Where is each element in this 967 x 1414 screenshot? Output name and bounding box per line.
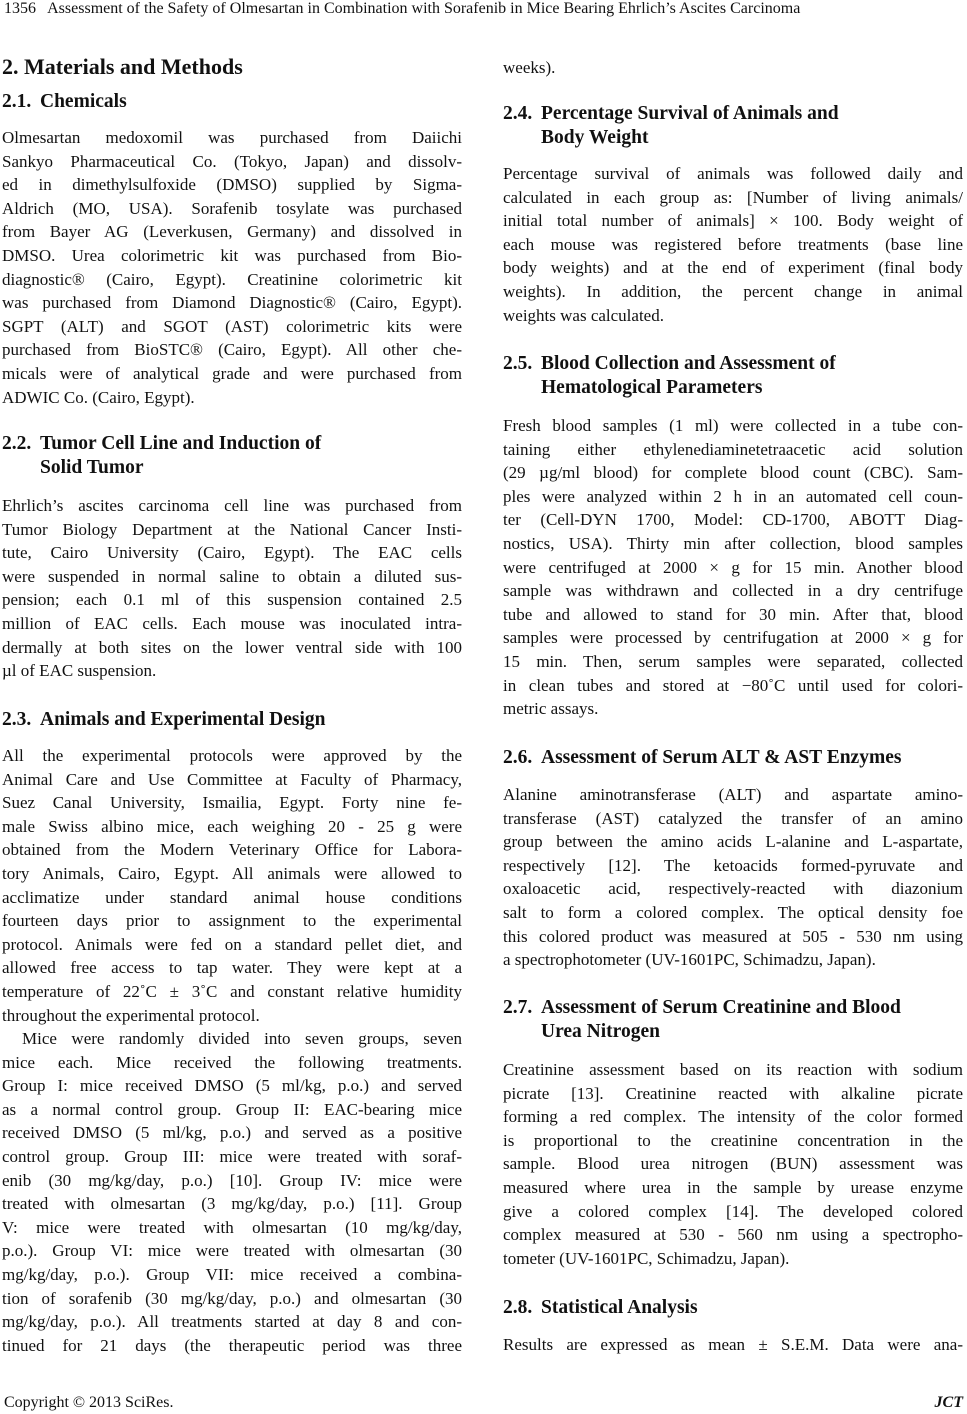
subsection-heading-2-1 xyxy=(2,90,127,114)
text-line: respectively [12]. The ketoacids formed-pyruvate and xyxy=(503,855,963,875)
section-title: 2. Materials and Methods xyxy=(2,54,243,79)
text-line: oxaloacetic acid, respectively-reacted with diazonium xyxy=(503,879,963,899)
text-line: calculated in each group as: [Number of living animals/ xyxy=(503,187,963,207)
subsection-heading-2-5 xyxy=(503,352,836,400)
text-line: measured where urea in the sample by urease enzyme xyxy=(503,1178,963,1197)
text-line: tute, Cairo University (Cairo, Egypt). The EAC cells xyxy=(2,543,462,563)
text-line: V: mice were treated with olmesartan (10 mg/kg/day, xyxy=(2,1217,462,1237)
heading-title: Statistical Analysis xyxy=(541,1297,698,1318)
text-line: is proportional to the creatinine concentration in the xyxy=(503,1130,963,1150)
heading-title: Blood Collection and Assessment of xyxy=(541,353,836,374)
text-line: Alanine aminotransferase (ALT) and aspartate amino- xyxy=(503,785,963,804)
subsection-heading-2-3 xyxy=(2,708,325,732)
text-line: All the experimental protocols were approved by the xyxy=(2,746,462,765)
text-line: DMSO. Urea colorimetric kit was purchased from Bio- xyxy=(2,246,462,265)
text-line: this colored product was measured at 505 - 530 nm using xyxy=(503,926,963,946)
text-line: ADWIC Co. (Cairo, Egypt). xyxy=(2,387,195,407)
text-line: Sankyo Pharmaceutical Co. (Tokyo, Japan) and dissolv- xyxy=(2,151,462,171)
text-line: throughout the experimental protocol. xyxy=(2,1005,260,1025)
subsection-heading-2-2 xyxy=(2,432,321,480)
text-line: tory Animals, Cairo, Egypt. All animals were allowed to xyxy=(2,864,462,883)
journal-abbreviation: JCT xyxy=(934,1394,963,1411)
text-line: sample was withdrawn and collected in a dry centrifuge xyxy=(503,581,963,601)
heading-number: 2.4. xyxy=(503,103,533,124)
text-line: received DMSO (5 ml/kg, p.o.) and served as a positive xyxy=(2,1123,462,1143)
text-line: forming a red complex. The intensity of the color formed xyxy=(503,1107,963,1127)
text-line: picrate [13]. Creatinine reacted with alkaline picrate xyxy=(503,1083,963,1103)
heading-title-continued: Urea Nitrogen xyxy=(541,1021,660,1042)
heading-title: Tumor Cell Line and Induction of xyxy=(40,433,322,454)
running-title: Assessment of the Safety of Olmesartan in Combination with Sorafenib in Mice Bearing Ehrlich’s Ascites Carcinoma xyxy=(47,0,801,17)
text-line: enib (30 mg/kg/day, p.o.) [10]. Group IV: mice were xyxy=(2,1170,462,1190)
text-line: complex measured at 530 - 560 nm using a spectropho- xyxy=(503,1225,963,1245)
subsection-heading-2-8 xyxy=(503,1296,698,1320)
heading-title: Animals and Experimental Design xyxy=(40,709,326,730)
text-line: 15 min. Then, serum samples were separated, collected xyxy=(503,652,963,671)
heading-title: Percentage Survival of Animals and xyxy=(541,103,839,124)
subsection-heading-2-7 xyxy=(503,996,901,1044)
text-line: were centrifuged at 2000 × g for 15 min. Another blood xyxy=(503,557,963,577)
text-line: Animal Care and Use Committee at Faculty of Pharmacy, xyxy=(2,769,462,789)
text-line: micals were of analytical grade and were purchased from xyxy=(2,364,462,383)
text-line: dermally at both sites on the lower ventral side with 100 xyxy=(2,637,462,657)
text-line: SGPT (ALT) and SGOT (AST) colorimetric kits were xyxy=(2,316,462,336)
text-line: obtained from the Modern Veterinary Office for Labora- xyxy=(2,840,462,860)
text-line: samples were processed by centrifugation at 2000 × g for xyxy=(503,628,963,648)
text-line: Percentage survival of animals was followed daily and xyxy=(503,164,963,183)
text-line: Fresh blood samples (1 ml) were collected in a tube con- xyxy=(503,416,963,435)
text-line: Ehrlich’s ascites carcinoma cell line was purchased from xyxy=(2,496,462,515)
text-line: Mice were randomly divided into seven groups, seven xyxy=(22,1029,462,1048)
text-line: salt to form a colored complex. The optical density foe xyxy=(503,903,963,922)
text-line: Aldrich (MO, USA). Sorafenib tosylate was purchased xyxy=(2,198,462,218)
heading-number: 2.1. xyxy=(2,91,32,112)
heading-title: Assessment of Serum ALT & AST Enzymes xyxy=(541,747,902,768)
heading-title-continued: Body Weight xyxy=(541,127,649,148)
text-line: ter (Cell-DYN 1700, Model: CD-1700, ABOTT Diag- xyxy=(503,510,963,530)
text-line: tinued for 21 days (the therapeutic period was three xyxy=(2,1335,462,1355)
text-line: diagnostic® (Cairo, Egypt). Creatinine colorimetric kit xyxy=(2,269,462,289)
page-number: 1356 xyxy=(4,0,36,17)
text-line: body weights) and at the end of experiment (final body xyxy=(503,258,963,278)
text-line: were suspended in normal saline to obtain a diluted sus- xyxy=(2,566,462,586)
right-column xyxy=(503,0,963,1414)
heading-number: 2.2. xyxy=(2,433,32,454)
heading-number: 2.8. xyxy=(503,1297,533,1318)
text-line: as a normal control group. Group II: EAC-bearing mice xyxy=(2,1099,462,1119)
text-line: allowed free access to tap water. They were kept at a xyxy=(2,958,462,978)
text-line: million of EAC cells. Each mouse was inoculated intra- xyxy=(2,614,462,633)
text-line: mg/kg/day, p.o.). Group VII: mice received a combina- xyxy=(2,1265,462,1284)
text-line: in clean tubes and stored at −80˚C until used for colori- xyxy=(503,675,963,695)
text-line: Tumor Biology Department at the National Cancer Insti- xyxy=(2,519,462,539)
text-line: each mouse was registered before treatments (base line xyxy=(503,234,963,254)
text-line: tube and allowed to stand for 30 min. After that, blood xyxy=(503,604,963,624)
text-line: ples were analyzed within 2 h in an automated cell coun- xyxy=(503,486,963,506)
text-line: weights). In addition, the percent change in animal xyxy=(503,282,963,301)
heading-title-continued: Hematological Parameters xyxy=(541,377,763,398)
text-line: tion of sorafenib (30 mg/kg/day, p.o.) and olmesartan (30 xyxy=(2,1288,462,1308)
text-line: pension; each 0.1 ml of this suspension contained 2.5 xyxy=(2,590,462,610)
text-line: sample. Blood urea nitrogen (BUN) assessment was xyxy=(503,1154,963,1174)
text-line: Results are expressed as mean ± S.E.M. Data were ana- xyxy=(503,1335,963,1354)
text-line: nostics, USA). Thirty min after collection, blood samples xyxy=(503,534,963,553)
text-line: give a colored complex [14]. The developed colored xyxy=(503,1201,963,1221)
text-line: fourteen days prior to assignment to the experimental xyxy=(2,911,462,931)
heading-number: 2.5. xyxy=(503,353,533,374)
text-line: metric assays. xyxy=(503,699,599,719)
text-line: (29 µg/ml blood) for complete blood count (CBC). Sam- xyxy=(503,463,963,483)
text-line: weights was calculated. xyxy=(503,305,664,325)
heading-title-continued: Solid Tumor xyxy=(40,457,144,478)
text-line: ed in dimethylsulfoxide (DMSO) supplied by Sigma- xyxy=(2,175,462,195)
subsection-heading-2-4 xyxy=(503,102,839,150)
text-line: transferase (AST) catalyzed the transfer of an amino xyxy=(503,808,963,828)
text-line: acclimatize under standard animal house conditions xyxy=(2,887,462,907)
text-line: weeks). xyxy=(503,58,556,77)
text-line: taining either ethylenediaminetetraacetic acid solution xyxy=(503,439,963,459)
heading-number: 2.3. xyxy=(2,709,32,730)
text-line: temperature of 22˚C ± 3˚C and constant relative humidity xyxy=(2,982,462,1001)
text-line: from Bayer AG (Leverkusen, Germany) and dissolved in xyxy=(2,222,462,242)
heading-title: Chemicals xyxy=(40,91,127,112)
left-column xyxy=(2,0,462,1414)
text-line: treated with olmesartan (3 mg/kg/day, p.o.) [11]. Group xyxy=(2,1194,462,1214)
text-line: mice each. Mice received the following treatments. xyxy=(2,1052,462,1072)
text-line: male Swiss albino mice, each weighing 20 - 25 g were xyxy=(2,816,462,836)
text-line: Olmesartan medoxomil was purchased from Daiichi xyxy=(2,128,462,147)
text-line: Creatinine assessment based on its reaction with sodium xyxy=(503,1060,963,1079)
heading-title: Assessment of Serum Creatinine and Blood xyxy=(541,997,901,1018)
text-line: tometer (UV-1601PC, Schimadzu, Japan). xyxy=(503,1248,790,1268)
text-line: control group. Group III: mice were treated with soraf- xyxy=(2,1147,462,1166)
subsection-heading-2-6 xyxy=(503,746,901,770)
copyright-footer: Copyright © 2013 SciRes. xyxy=(4,1394,174,1411)
text-line: protocol. Animals were fed on a standard pellet diet, and xyxy=(2,934,462,954)
heading-number: 2.6. xyxy=(503,747,533,768)
text-line: µl of EAC suspension. xyxy=(2,661,157,681)
text-line: Suez Canal University, Ismailia, Egypt. Forty nine fe- xyxy=(2,793,462,813)
text-line: initial total number of animals] × 100. Body weight of xyxy=(503,211,963,231)
text-line: was purchased from Diamond Diagnostic® (Cairo, Egypt). xyxy=(2,293,462,313)
text-line: a spectrophotometer (UV-1601PC, Schimadzu, Japan). xyxy=(503,950,876,970)
text-line: purchased from BioSTC® (Cairo, Egypt). All other che- xyxy=(2,340,462,360)
heading-number: 2.7. xyxy=(503,997,533,1018)
text-line: p.o.). Group VI: mice were treated with olmesartan (30 xyxy=(2,1241,462,1261)
text-line: mg/kg/day, p.o.). All treatments started at day 8 and con- xyxy=(2,1312,462,1332)
text-line: group between the amino acids L-alanine and L-aspartate, xyxy=(503,832,963,852)
text-line: Group I: mice received DMSO (5 ml/kg, p.o.) and served xyxy=(2,1076,462,1096)
